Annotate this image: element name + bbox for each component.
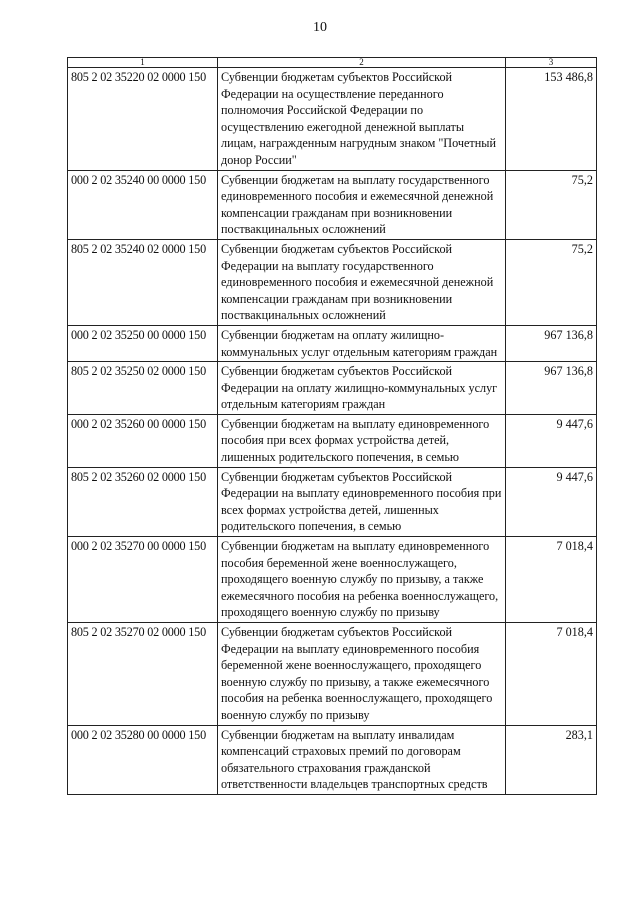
table-row [68, 725, 597, 794]
description-cell: Субвенции бюджетам субъектов Российской Федерации на оплату жилищно-коммунальных услуг отдельным категориям граждан [218, 362, 506, 415]
amount-cell: 7 018,4 [506, 623, 597, 726]
amount-cell: 153 486,8 [506, 68, 597, 171]
table-row [68, 239, 597, 325]
description-cell: Субвенции бюджетам субъектов Российской Федерации на выплату государственного единовременного пособия и ежемесячной денежной компенсации гражданам при возникновении поствакцинальных осложнений [218, 239, 506, 325]
budget-code-cell: 000 2 02 35240 00 0000 150 [68, 170, 218, 239]
amount-cell: 967 136,8 [506, 325, 597, 361]
budget-table [67, 57, 597, 795]
budget-code-cell: 805 2 02 35270 02 0000 150 [68, 623, 218, 726]
description-cell: Субвенции бюджетам на выплату инвалидам компенсаций страховых премий по договорам обязательного страхования гражданской ответственности владельцев транспортных средств [218, 725, 506, 794]
column-header: 3 [506, 58, 597, 68]
table-row [68, 362, 597, 415]
table-row [68, 325, 597, 361]
budget-code-cell: 000 2 02 35260 00 0000 150 [68, 414, 218, 467]
table-row [68, 537, 597, 623]
description-cell: Субвенции бюджетам субъектов Российской Федерации на выплату единовременного пособия при всех формах устройства детей, лишенных родительского попечения, в семью [218, 467, 506, 536]
page-number: 10 [313, 20, 327, 35]
table-row [68, 467, 597, 536]
description-cell: Субвенции бюджетам на выплату государственного единовременного пособия и ежемесячной денежной компенсации гражданам при возникновении поствакцинальных осложнений [218, 170, 506, 239]
amount-cell: 9 447,6 [506, 414, 597, 467]
amount-cell: 75,2 [506, 239, 597, 325]
budget-code-cell: 000 2 02 35270 00 0000 150 [68, 537, 218, 623]
budget-code-cell: 805 2 02 35220 02 0000 150 [68, 68, 218, 171]
budget-code-cell: 000 2 02 35280 00 0000 150 [68, 725, 218, 794]
description-cell: Субвенции бюджетам субъектов Российской Федерации на выплату единовременного пособия беременной жене военнослужащего, проходящего военную службу по призыву, а также ежемесячного пособия на ребенка военнослужащего, проходящего военную службу по призыву [218, 623, 506, 726]
table-header-row [68, 58, 597, 68]
column-header: 2 [218, 58, 506, 68]
table-row [68, 623, 597, 726]
table-row [68, 170, 597, 239]
amount-cell: 7 018,4 [506, 537, 597, 623]
amount-cell: 967 136,8 [506, 362, 597, 415]
budget-code-cell: 000 2 02 35250 00 0000 150 [68, 325, 218, 361]
amount-cell: 9 447,6 [506, 467, 597, 536]
description-cell: Субвенции бюджетам субъектов Российской Федерации на осуществление переданного полномочия Российской Федерации по осуществлению ежегодной денежной выплаты лицам, награжденным нагрудным знаком "Почетный донор России" [218, 68, 506, 171]
amount-cell: 75,2 [506, 170, 597, 239]
description-cell: Субвенции бюджетам на выплату единовременного пособия при всех формах устройства детей, лишенных родительского попечения, в семью [218, 414, 506, 467]
table-row [68, 68, 597, 171]
budget-code-cell: 805 2 02 35260 02 0000 150 [68, 467, 218, 536]
description-cell: Субвенции бюджетам на выплату единовременного пособия беременной жене военнослужащего, проходящего военную службу по призыву, а также ежемесячного пособия на ребенка военнослужащего, проходящего военную службу по призыву [218, 537, 506, 623]
amount-cell: 283,1 [506, 725, 597, 794]
description-cell: Субвенции бюджетам на оплату жилищно-коммунальных услуг отдельным категориям граждан [218, 325, 506, 361]
table-row [68, 414, 597, 467]
column-header: 1 [68, 58, 218, 68]
budget-code-cell: 805 2 02 35240 02 0000 150 [68, 239, 218, 325]
budget-code-cell: 805 2 02 35250 02 0000 150 [68, 362, 218, 415]
